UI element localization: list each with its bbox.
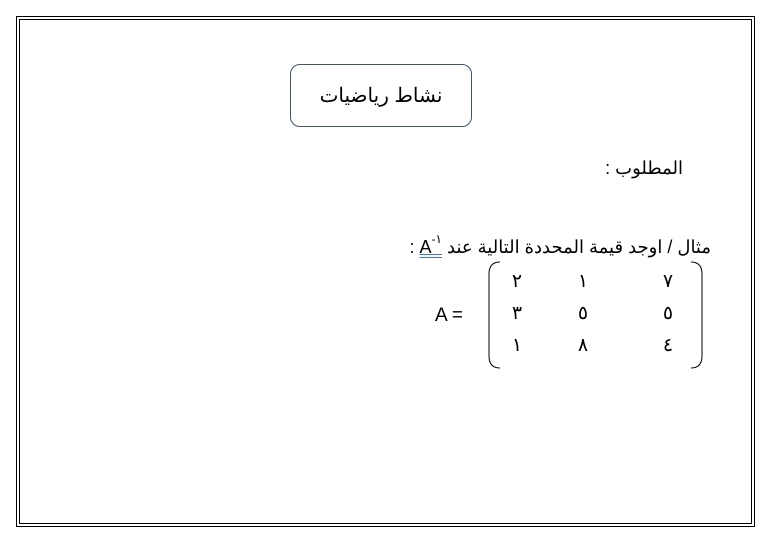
example-line — [409, 232, 711, 258]
matrix-cell: ١ — [511, 335, 523, 356]
matrix-cell: ٨ — [577, 335, 589, 356]
matrix-cell: ٥ — [662, 303, 674, 324]
example-text: مثال / اوجد قيمة المحددة التالية عند — [447, 237, 711, 257]
determinant-matrix — [488, 260, 703, 370]
title-box — [290, 64, 472, 127]
matrix-cell: ٣ — [511, 303, 523, 324]
matrix-inverse-symbol — [420, 232, 442, 258]
matrix-cell: ٤ — [662, 335, 674, 356]
matrix-cell: ١ — [577, 271, 589, 292]
inverse-superscript: -١ — [431, 232, 442, 246]
matrix-cell: ٢ — [511, 271, 523, 292]
example-colon: : — [409, 237, 415, 257]
matrix-cell: ٥ — [577, 303, 589, 324]
matrix-name: A — [419, 237, 432, 257]
equation-label: A = — [435, 305, 463, 326]
page-title: نشاط رياضيات — [319, 85, 443, 107]
required-label: المطلوب : — [605, 158, 683, 178]
matrix-cell: ٧ — [662, 271, 674, 292]
